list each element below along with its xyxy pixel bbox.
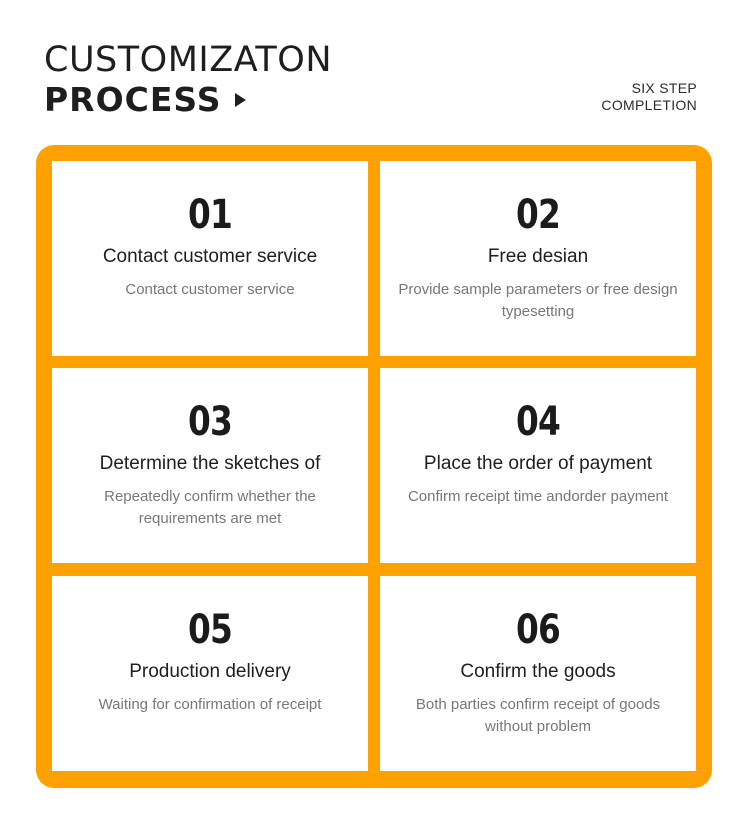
step-card-03 <box>52 368 368 563</box>
tag-line-1: SIX STEP <box>631 80 697 96</box>
step-number: 03 <box>187 399 232 445</box>
step-description: Both parties confirm receipt of goods without problem <box>415 696 661 735</box>
page-title-process: PROCESS <box>44 80 222 119</box>
step-card-04 <box>380 368 696 563</box>
step-title: Confirm the goods <box>460 661 616 682</box>
step-card-05 <box>52 576 368 771</box>
step-description: Repeatedly confirm whether the requirements are met <box>104 488 316 527</box>
step-number: 04 <box>515 399 560 445</box>
step-number: 05 <box>187 607 232 653</box>
step-title: Determine the sketches of <box>99 453 321 474</box>
step-description: Confirm receipt time andorder payment <box>407 488 669 505</box>
step-title: Production delivery <box>129 661 291 682</box>
step-number: 02 <box>515 192 560 238</box>
step-description: Waiting for confirmation of receipt <box>98 696 322 713</box>
step-description: Provide sample parameters or free design typesetting <box>398 281 678 320</box>
six-step-tag <box>601 80 697 114</box>
step-title: Contact customer service <box>102 246 318 267</box>
step-card-02 <box>380 161 696 356</box>
page-title-line2 <box>44 80 332 120</box>
step-title: Free desian <box>487 246 589 267</box>
step-card-01 <box>52 161 368 356</box>
step-number: 01 <box>187 192 232 238</box>
tag-line-2: COMPLETION <box>601 97 697 113</box>
play-arrow-icon <box>235 93 246 107</box>
step-number: 06 <box>515 607 560 653</box>
process-grid-frame <box>36 145 712 788</box>
page-title-line1: CUSTOMIZATON <box>44 40 333 80</box>
page-header <box>44 40 332 120</box>
step-description: Contact customer service <box>125 281 295 298</box>
step-card-06 <box>380 576 696 771</box>
step-title: Place the order of payment <box>423 453 653 474</box>
